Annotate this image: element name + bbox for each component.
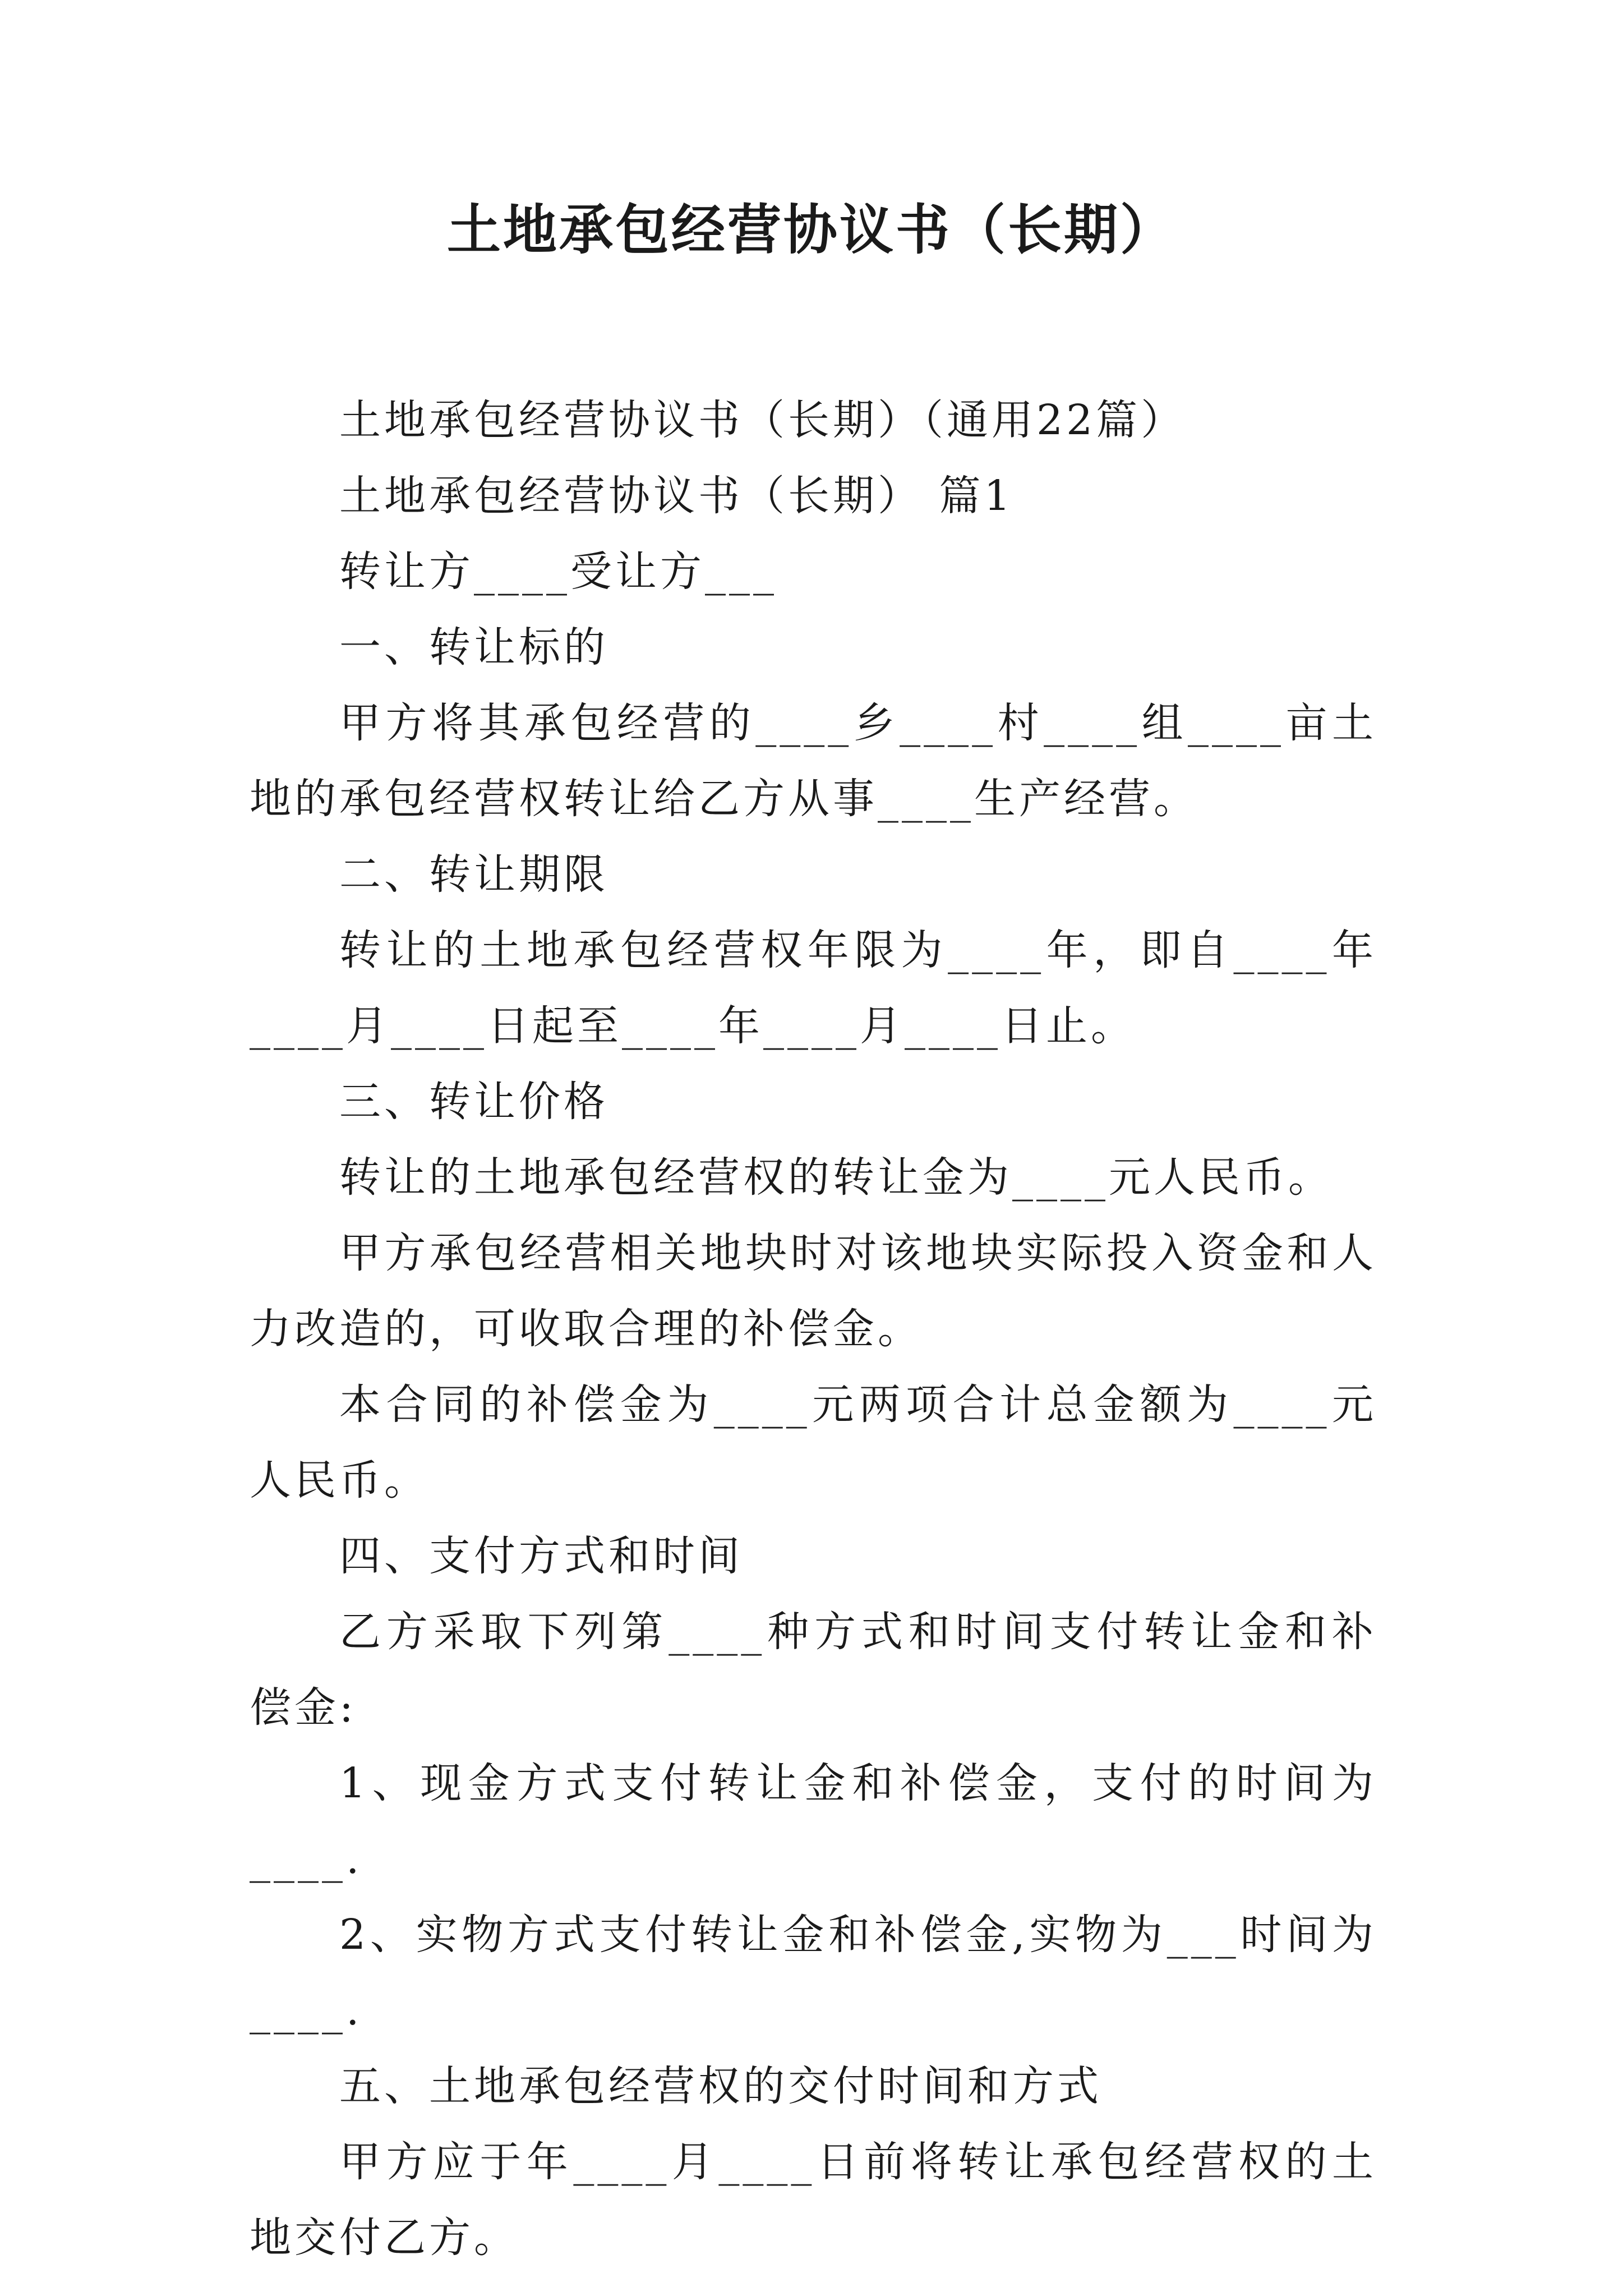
paragraph-compensation-note: 甲方承包经营相关地块时对该地块实际投入资金和人力改造的，可收取合理的补偿金。 <box>250 1229 1377 1353</box>
paragraph-subtitle: 土地承包经营协议书（长期）（通用22篇） <box>339 396 1186 444</box>
paragraph-payment-choice: 乙方采取下列第____种方式和时间支付转让金和补偿金: <box>250 1608 1377 1732</box>
heading-payment: 四、支付方式和时间 <box>339 1532 743 1580</box>
paragraph-payment-cash: 1、现金方式支付转让金和补偿金，支付的时间为____. <box>250 1759 1377 1883</box>
document-body <box>250 383 1377 2276</box>
paragraph-transfer-object: 甲方将其承包经营的____乡____村____组____亩土地的承包经营权转让给乙方从事____生产经营。 <box>250 699 1377 823</box>
heading-transfer-term: 二、转让期限 <box>339 850 608 899</box>
paragraph-delivery: 甲方应于年____月____日前将转让承包经营权的土地交付乙方。 <box>250 2138 1377 2262</box>
heading-transfer-price: 三、转让价格 <box>339 1078 608 1126</box>
paragraph-section-heading: 土地承包经营协议书（长期） 篇1 <box>339 472 1014 520</box>
paragraph-compensation-amount: 本合同的补偿金为____元两项合计总金额为____元人民币。 <box>250 1381 1377 1504</box>
paragraph-transfer-price: 转让的土地承包经营权的转让金为____元人民币。 <box>339 1153 1333 1202</box>
heading-transfer-object: 一、转让标的 <box>339 623 608 671</box>
document-title: 土地承包经营协议书（长期） <box>447 199 1176 261</box>
paragraph-payment-goods: 2、实物方式支付转让金和补偿金,实物为___时间为____. <box>250 1911 1377 2035</box>
paragraph-parties: 转让方____受让方___ <box>339 547 777 596</box>
heading-delivery: 五、土地承包经营权的交付时间和方式 <box>339 2062 1102 2110</box>
paragraph-transfer-term: 转让的土地承包经营权年限为____年，即自____年____月____日起至____年____月____日止。 <box>250 926 1377 1050</box>
